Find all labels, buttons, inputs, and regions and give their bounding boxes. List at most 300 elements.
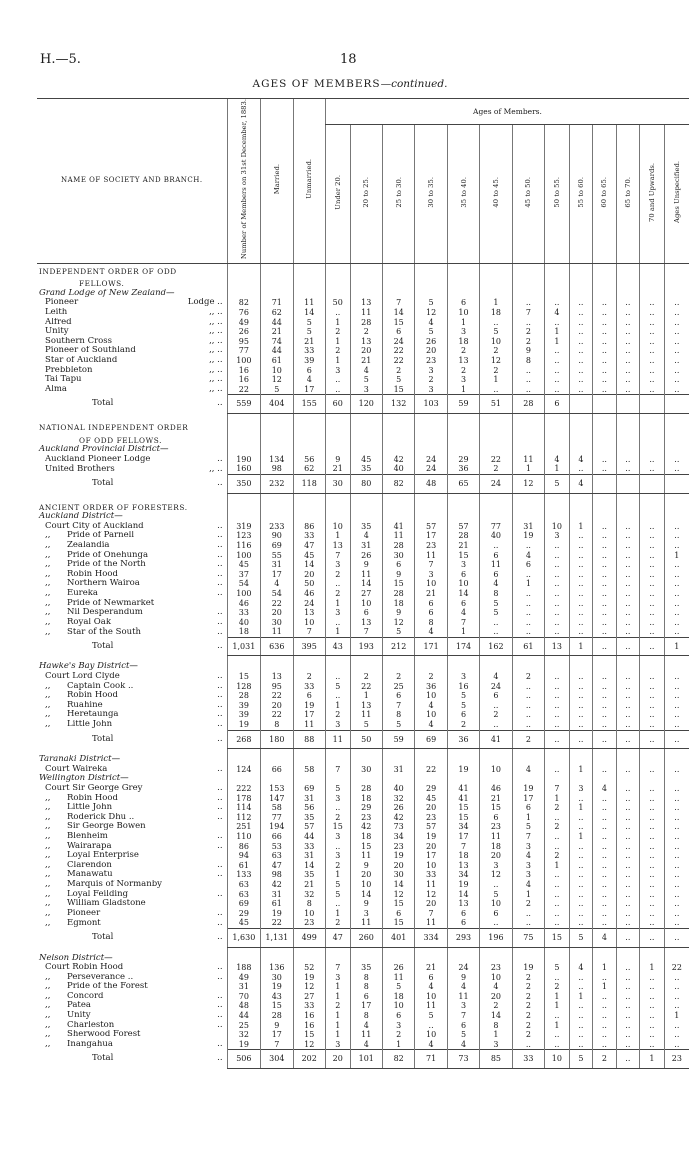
value-cell: 2 bbox=[447, 720, 479, 730]
value-cell: 12 bbox=[415, 308, 447, 318]
value-cell: .. bbox=[325, 672, 350, 682]
table-row bbox=[37, 618, 689, 628]
value-cell: 11 bbox=[350, 710, 382, 720]
value-cell: 2 bbox=[415, 672, 447, 682]
value-cell: 22 bbox=[261, 691, 293, 701]
value-cell bbox=[593, 395, 616, 414]
value-cell: 27 bbox=[293, 992, 325, 1002]
value-cell: 20 bbox=[415, 842, 447, 852]
value-cell: .. bbox=[545, 899, 570, 909]
value-cell: 260 bbox=[350, 928, 382, 947]
value-cell: 124 bbox=[227, 765, 261, 775]
value-cell: 10 bbox=[325, 522, 350, 532]
value-cell: .. bbox=[593, 765, 616, 775]
value-cell: 30 bbox=[261, 973, 293, 983]
value-cell: 4 bbox=[545, 455, 570, 465]
value-cell: 33 bbox=[293, 531, 325, 541]
value-cell: .. bbox=[569, 691, 592, 701]
ditto-mark: ,, bbox=[45, 1030, 51, 1040]
district-heading bbox=[37, 445, 689, 455]
value-cell: 3 bbox=[447, 375, 479, 385]
value-cell: 15 bbox=[325, 822, 350, 832]
branch-name: ,, Charleston .. bbox=[37, 1021, 227, 1031]
value-cell: .. bbox=[664, 832, 689, 842]
value-cell: 2 bbox=[512, 899, 544, 909]
value-cell: .. bbox=[616, 928, 639, 947]
value-cell: .. bbox=[480, 880, 512, 890]
value-cell: 6 bbox=[447, 599, 479, 609]
value-cell: .. bbox=[616, 982, 639, 992]
value-cell: .. bbox=[569, 701, 592, 711]
value-cell: .. bbox=[569, 861, 592, 871]
value-cell: .. bbox=[640, 861, 665, 871]
value-cell: 2 bbox=[512, 1011, 544, 1021]
value-cell: 2 bbox=[325, 589, 350, 599]
table-row bbox=[37, 599, 689, 609]
table-row bbox=[37, 298, 689, 308]
value-cell: 6 bbox=[447, 1021, 479, 1031]
value-cell: .. bbox=[640, 803, 665, 813]
value-cell: 31 bbox=[261, 560, 293, 570]
value-cell: .. bbox=[664, 337, 689, 347]
value-cell: .. bbox=[640, 822, 665, 832]
value-cell: 6 bbox=[512, 560, 544, 570]
value-cell: 7 bbox=[512, 308, 544, 318]
branch-name: ,, Pioneer .. bbox=[37, 909, 227, 919]
value-cell: 65 bbox=[447, 474, 479, 493]
value-cell: .. bbox=[616, 880, 639, 890]
value-cell: 6 bbox=[447, 909, 479, 919]
table-row bbox=[37, 813, 689, 823]
value-cell: .. bbox=[569, 909, 592, 919]
value-cell: 2 bbox=[512, 973, 544, 983]
value-cell: .. bbox=[569, 560, 592, 570]
table-row bbox=[37, 318, 689, 328]
value-cell: 1 bbox=[545, 1001, 570, 1011]
value-cell: 46 bbox=[293, 589, 325, 599]
value-cell: 134 bbox=[261, 455, 293, 465]
ditto-mark: ,, bbox=[45, 569, 51, 579]
value-cell: 33 bbox=[293, 1001, 325, 1011]
value-cell: 32 bbox=[293, 890, 325, 900]
value-cell: .. bbox=[640, 385, 665, 395]
value-cell: 31 bbox=[261, 890, 293, 900]
value-cell: 1 bbox=[545, 337, 570, 347]
ditto-mark: ,, bbox=[45, 531, 51, 541]
value-cell: 57 bbox=[415, 822, 447, 832]
value-cell: 6 bbox=[382, 909, 414, 919]
value-cell: 12 bbox=[293, 1040, 325, 1050]
table-row bbox=[37, 560, 689, 570]
value-cell: 28 bbox=[350, 784, 382, 794]
value-cell: 19 bbox=[227, 1040, 261, 1050]
value-cell: 24 bbox=[415, 464, 447, 474]
value-cell: 4 bbox=[480, 579, 512, 589]
value-cell: 1 bbox=[593, 963, 616, 973]
table-row bbox=[37, 710, 689, 720]
value-cell: .. bbox=[569, 627, 592, 637]
value-cell: .. bbox=[616, 861, 639, 871]
value-cell: .. bbox=[569, 618, 592, 628]
value-cell: .. bbox=[569, 982, 592, 992]
col-name-header: NAME OF SOCIETY AND BRANCH. bbox=[37, 99, 227, 264]
value-cell: .. bbox=[640, 579, 665, 589]
branch-name: ,, Perseverance .. .. bbox=[37, 973, 227, 983]
value-cell: .. bbox=[664, 455, 689, 465]
value-cell: .. bbox=[545, 560, 570, 570]
col-age-header: 40 to 45. bbox=[480, 125, 512, 263]
value-cell: 21 bbox=[350, 356, 382, 366]
ditto-mark: ,, bbox=[45, 710, 51, 720]
value-cell: 41 bbox=[382, 522, 414, 532]
value-cell: .. bbox=[480, 701, 512, 711]
value-cell: .. bbox=[325, 308, 350, 318]
value-cell: .. bbox=[569, 794, 592, 804]
value-cell: .. bbox=[593, 570, 616, 580]
table-row bbox=[37, 963, 689, 973]
value-cell: 7 bbox=[293, 627, 325, 637]
value-cell: 6 bbox=[293, 691, 325, 701]
value-cell: .. bbox=[640, 813, 665, 823]
value-cell: 13 bbox=[350, 337, 382, 347]
value-cell: 1 bbox=[664, 637, 689, 656]
branch-name: ,, Manawatu .. bbox=[37, 870, 227, 880]
value-cell: .. bbox=[616, 627, 639, 637]
value-cell: .. bbox=[640, 982, 665, 992]
value-cell: .. bbox=[664, 1030, 689, 1040]
value-cell: .. bbox=[640, 765, 665, 775]
value-cell: .. bbox=[616, 570, 639, 580]
value-cell: 31 bbox=[293, 794, 325, 804]
value-cell: 19 bbox=[382, 851, 414, 861]
value-cell: .. bbox=[545, 682, 570, 692]
value-cell: 3 bbox=[415, 570, 447, 580]
ditto-mark: ,, bbox=[45, 991, 51, 1001]
value-cell: 9 bbox=[350, 861, 382, 871]
value-cell: 15 bbox=[447, 551, 479, 561]
value-cell: 49 bbox=[227, 318, 261, 328]
value-cell: 20 bbox=[480, 992, 512, 1002]
value-cell: 15 bbox=[447, 813, 479, 823]
value-cell: 17 bbox=[447, 832, 479, 842]
value-cell: 35 bbox=[293, 870, 325, 880]
value-cell: 5 bbox=[325, 784, 350, 794]
value-cell: .. bbox=[616, 1040, 639, 1050]
value-cell: 7 bbox=[447, 618, 479, 628]
value-cell: 5 bbox=[382, 375, 414, 385]
branch-name: ,, Pride of Onehunga .. bbox=[37, 551, 227, 561]
ditto-mark: ,, bbox=[45, 579, 51, 589]
value-cell: .. bbox=[616, 1050, 639, 1069]
value-cell: 401 bbox=[382, 928, 414, 947]
value-cell: 7 bbox=[382, 701, 414, 711]
value-cell: .. bbox=[664, 720, 689, 730]
value-cell: 59 bbox=[382, 730, 414, 749]
value-cell: 171 bbox=[415, 637, 447, 656]
branch-name: Total .. bbox=[92, 931, 223, 942]
value-cell: 1 bbox=[325, 318, 350, 328]
value-cell: 5 bbox=[569, 1050, 592, 1069]
branch-name: Grand Lodge of New Zealand— bbox=[39, 288, 175, 298]
value-cell: .. bbox=[640, 973, 665, 983]
value-cell: .. bbox=[545, 599, 570, 609]
value-cell: 1 bbox=[325, 337, 350, 347]
value-cell: .. bbox=[569, 1030, 592, 1040]
branch-name: ,, Marquis of Normanby bbox=[37, 880, 227, 890]
value-cell: 3 bbox=[512, 842, 544, 852]
value-cell: 5 bbox=[545, 474, 570, 493]
value-cell: 33 bbox=[512, 1050, 544, 1069]
value-cell: .. bbox=[512, 918, 544, 928]
branch-name: Total .. bbox=[92, 640, 223, 651]
value-cell: 6 bbox=[293, 366, 325, 376]
branch-name: Total .. bbox=[92, 477, 223, 488]
value-cell: 22 bbox=[227, 385, 261, 395]
value-cell: .. bbox=[569, 851, 592, 861]
value-cell: 11 bbox=[415, 551, 447, 561]
value-cell: 35 bbox=[350, 464, 382, 474]
value-cell: 1 bbox=[325, 909, 350, 919]
value-cell: 63 bbox=[227, 880, 261, 890]
value-cell: 24 bbox=[480, 474, 512, 493]
value-cell: .. bbox=[593, 599, 616, 609]
value-cell: .. bbox=[664, 366, 689, 376]
value-cell: 7 bbox=[545, 784, 570, 794]
value-cell: .. bbox=[616, 1001, 639, 1011]
ditto-mark: ,, bbox=[45, 627, 51, 637]
value-cell: 10 bbox=[545, 522, 570, 532]
branch-name: Hawke's Bay District— bbox=[39, 662, 138, 672]
ditto-mark: ,, bbox=[45, 812, 51, 822]
value-cell: 4 bbox=[593, 928, 616, 947]
value-cell: 29 bbox=[227, 909, 261, 919]
value-cell: 5 bbox=[293, 318, 325, 328]
value-cell: 58 bbox=[261, 803, 293, 813]
value-cell: 1 bbox=[325, 870, 350, 880]
branch-name: ,, Pride of the North .. bbox=[37, 560, 227, 570]
value-cell: 18 bbox=[480, 842, 512, 852]
value-cell: .. bbox=[593, 1001, 616, 1011]
value-cell: .. bbox=[616, 710, 639, 720]
district-heading bbox=[37, 774, 689, 784]
value-cell: .. bbox=[593, 822, 616, 832]
value-cell: 14 bbox=[293, 560, 325, 570]
value-cell: .. bbox=[545, 720, 570, 730]
ditto-mark: ,, bbox=[45, 540, 51, 550]
value-cell: .. bbox=[593, 366, 616, 376]
value-cell: 45 bbox=[415, 794, 447, 804]
value-cell: .. bbox=[664, 522, 689, 532]
value-cell: 7 bbox=[325, 551, 350, 561]
value-cell: 3 bbox=[545, 531, 570, 541]
value-cell: 3 bbox=[569, 784, 592, 794]
value-cell: .. bbox=[512, 682, 544, 692]
branch-name: Prebbleton ,, .. bbox=[45, 365, 223, 375]
value-cell: 21 bbox=[293, 880, 325, 890]
branch-name: Court Sir George Grey .. bbox=[45, 784, 223, 793]
ditto-mark: ,, bbox=[45, 793, 51, 803]
branch-name: ,, Captain Cook .. .. bbox=[37, 682, 227, 692]
value-cell: .. bbox=[545, 870, 570, 880]
value-cell: 30 bbox=[382, 551, 414, 561]
value-cell: 12 bbox=[480, 870, 512, 880]
value-cell: 15 bbox=[382, 899, 414, 909]
value-cell: .. bbox=[616, 560, 639, 570]
value-cell: 404 bbox=[261, 395, 293, 414]
value-cell: .. bbox=[616, 794, 639, 804]
col-age-header: 35 to 40. bbox=[447, 125, 479, 263]
table-row bbox=[37, 1030, 689, 1040]
branch-name: ,, Little John .. bbox=[37, 803, 227, 813]
value-cell: .. bbox=[616, 973, 639, 983]
value-cell: 6 bbox=[382, 327, 414, 337]
value-cell: 22 bbox=[261, 599, 293, 609]
value-cell: .. bbox=[664, 589, 689, 599]
value-cell: 123 bbox=[227, 531, 261, 541]
value-cell: 1 bbox=[325, 1021, 350, 1031]
value-cell: 101 bbox=[350, 1050, 382, 1069]
value-cell: 80 bbox=[350, 474, 382, 493]
value-cell: .. bbox=[545, 618, 570, 628]
value-cell: .. bbox=[480, 618, 512, 628]
value-cell: .. bbox=[640, 682, 665, 692]
value-cell: 34 bbox=[382, 832, 414, 842]
value-cell: 28 bbox=[512, 395, 544, 414]
value-cell: 13 bbox=[545, 637, 570, 656]
value-cell: .. bbox=[664, 870, 689, 880]
value-cell: 2 bbox=[480, 464, 512, 474]
value-cell: .. bbox=[569, 375, 592, 385]
value-cell: 5 bbox=[512, 822, 544, 832]
value-cell: .. bbox=[593, 308, 616, 318]
value-cell: 48 bbox=[227, 1001, 261, 1011]
value-cell: .. bbox=[512, 366, 544, 376]
value-cell: .. bbox=[664, 691, 689, 701]
value-cell: 28 bbox=[261, 1011, 293, 1021]
value-cell: 15 bbox=[261, 1001, 293, 1011]
value-cell: .. bbox=[664, 880, 689, 890]
value-cell: 1,630 bbox=[227, 928, 261, 947]
value-cell: 47 bbox=[261, 861, 293, 871]
value-cell: 7 bbox=[261, 1040, 293, 1050]
value-cell: .. bbox=[593, 1040, 616, 1050]
value-cell: .. bbox=[640, 899, 665, 909]
value-cell: 59 bbox=[447, 395, 479, 414]
value-cell: .. bbox=[593, 1011, 616, 1021]
value-cell: .. bbox=[545, 880, 570, 890]
value-cell: 86 bbox=[293, 522, 325, 532]
value-cell: 4 bbox=[350, 1040, 382, 1050]
value-cell: 10 bbox=[415, 691, 447, 701]
value-cell: 45 bbox=[227, 560, 261, 570]
value-cell: 2 bbox=[350, 672, 382, 682]
value-cell: .. bbox=[664, 356, 689, 366]
value-cell: .. bbox=[640, 627, 665, 637]
value-cell: .. bbox=[616, 870, 639, 880]
value-cell: 19 bbox=[227, 720, 261, 730]
value-cell: 9 bbox=[382, 608, 414, 618]
branch-name: ,, Eureka .. bbox=[37, 589, 227, 599]
value-cell: 1,131 bbox=[261, 928, 293, 947]
branch-name: FELLOWS. bbox=[79, 279, 125, 289]
value-cell: .. bbox=[593, 813, 616, 823]
value-cell: .. bbox=[664, 385, 689, 395]
value-cell: 50 bbox=[293, 579, 325, 589]
value-cell: .. bbox=[616, 784, 639, 794]
value-cell: 7 bbox=[447, 842, 479, 852]
col-age-header: 65 to 70. bbox=[616, 125, 639, 263]
value-cell: .. bbox=[325, 618, 350, 628]
value-cell: 55 bbox=[261, 551, 293, 561]
value-cell: 44 bbox=[261, 346, 293, 356]
value-cell: 24 bbox=[415, 455, 447, 465]
value-cell: .. bbox=[616, 992, 639, 1002]
value-cell: 9 bbox=[350, 899, 382, 909]
value-cell: 42 bbox=[350, 822, 382, 832]
value-cell: 1 bbox=[664, 1011, 689, 1021]
value-cell: 4 bbox=[512, 851, 544, 861]
ditto-mark: ,, bbox=[45, 982, 51, 992]
value-cell: 21 bbox=[261, 327, 293, 337]
value-cell: 1 bbox=[569, 832, 592, 842]
value-cell: 120 bbox=[350, 395, 382, 414]
value-cell: 4 bbox=[480, 982, 512, 992]
value-cell: 50 bbox=[350, 730, 382, 749]
table-row bbox=[37, 308, 689, 318]
total-row bbox=[37, 637, 689, 656]
ditto-mark: ,, bbox=[45, 560, 51, 570]
table-row bbox=[37, 672, 689, 682]
branch-name: Nelson District— bbox=[39, 953, 113, 963]
value-cell: 8 bbox=[293, 899, 325, 909]
section-heading bbox=[37, 500, 689, 513]
value-cell: 22 bbox=[261, 918, 293, 928]
value-cell: 56 bbox=[293, 803, 325, 813]
value-cell: .. bbox=[593, 356, 616, 366]
value-cell: 10 bbox=[480, 337, 512, 347]
value-cell: 17 bbox=[415, 531, 447, 541]
value-cell: 21 bbox=[415, 963, 447, 973]
value-cell: .. bbox=[593, 1021, 616, 1031]
value-cell: 16 bbox=[227, 375, 261, 385]
value-cell: .. bbox=[640, 464, 665, 474]
value-cell: 34 bbox=[447, 822, 479, 832]
value-cell: 4 bbox=[415, 318, 447, 328]
value-cell: 61 bbox=[261, 899, 293, 909]
value-cell: 26 bbox=[350, 551, 382, 561]
section-heading bbox=[37, 420, 689, 433]
branch-name: OF ODD FELLOWS. bbox=[79, 435, 162, 445]
value-cell: .. bbox=[616, 308, 639, 318]
branch-name: Alfred ,, .. bbox=[45, 317, 223, 327]
value-cell: .. bbox=[593, 880, 616, 890]
value-cell: .. bbox=[512, 298, 544, 308]
value-cell: 26 bbox=[415, 337, 447, 347]
value-cell: 12 bbox=[382, 890, 414, 900]
branch-name: Pioneer of Southland ,, .. bbox=[45, 346, 223, 356]
value-cell: .. bbox=[640, 522, 665, 532]
value-cell: 5 bbox=[480, 327, 512, 337]
branch-name: Court Robin Hood .. bbox=[45, 963, 223, 973]
value-cell bbox=[640, 474, 665, 493]
value-cell: 2 bbox=[545, 803, 570, 813]
value-cell: 2 bbox=[325, 570, 350, 580]
value-cell: 66 bbox=[261, 832, 293, 842]
table-row bbox=[37, 899, 689, 909]
value-cell: .. bbox=[569, 1021, 592, 1031]
value-cell: .. bbox=[664, 1001, 689, 1011]
value-cell: .. bbox=[593, 531, 616, 541]
